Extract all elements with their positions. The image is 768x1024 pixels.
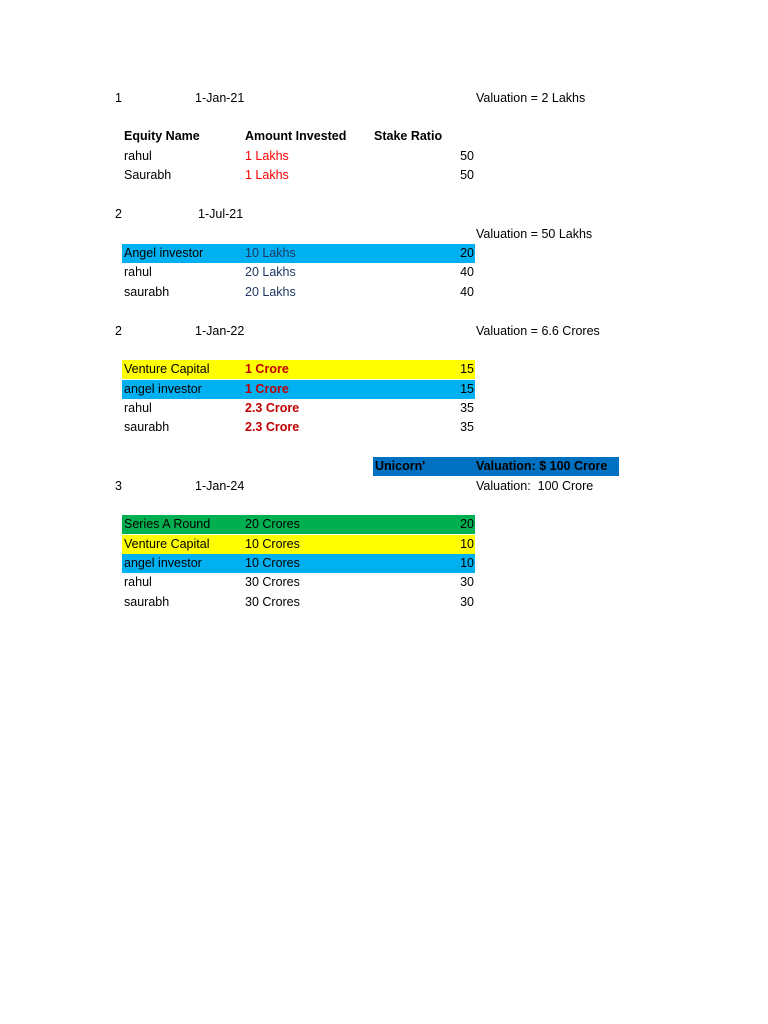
stake-ratio: 35 — [460, 420, 474, 434]
equity-name: angel investor — [124, 382, 202, 396]
round3-valuation: Valuation = 6.6 Crores — [476, 324, 600, 338]
table-row — [0, 593, 768, 612]
equity-name: saurabh — [124, 420, 170, 434]
equity-name: Angel investor — [124, 246, 204, 260]
stake-ratio: 20 — [460, 246, 474, 260]
stake-ratio: 50 — [460, 149, 474, 163]
table-row — [0, 535, 768, 554]
amount-invested: 30 Crores — [245, 595, 300, 609]
round4-date: 1-Jan-24 — [195, 479, 245, 493]
amount-invested: 1 Lakhs — [245, 149, 289, 163]
amount-invested: 20 Lakhs — [245, 285, 296, 299]
table-row — [0, 418, 768, 437]
amount-invested: 1 Crore — [245, 382, 289, 396]
equity-name: rahul — [124, 575, 152, 589]
round2-heading-row — [0, 205, 768, 224]
amount-invested: 10 Lakhs — [245, 246, 296, 260]
amount-invested: 30 Crores — [245, 575, 300, 589]
amount-invested: 2.3 Crore — [245, 401, 300, 415]
stake-ratio: 10 — [460, 556, 474, 570]
stake-ratio: 30 — [460, 595, 474, 609]
table-row — [0, 263, 768, 282]
table-row — [0, 554, 768, 573]
amount-invested: 1 Lakhs — [245, 168, 289, 182]
round2-index: 2 — [115, 207, 122, 221]
equity-name: Series A Round — [124, 517, 211, 531]
table-row — [0, 147, 768, 166]
amount-invested: 10 Crores — [245, 537, 300, 551]
unicorn-valuation: Valuation: $ 100 Crore — [476, 459, 608, 473]
stake-ratio: 30 — [460, 575, 474, 589]
equity-name-header: Equity Name — [124, 129, 200, 143]
stake-ratio: 40 — [460, 285, 474, 299]
table-row — [0, 244, 768, 263]
column-headers-row — [0, 127, 768, 146]
round3-heading-row — [0, 322, 768, 341]
amount-invested-header: Amount Invested — [245, 129, 347, 143]
amount-invested: 10 Crores — [245, 556, 300, 570]
table-row — [0, 515, 768, 534]
round4-valuation: Valuation: 100 Crore — [476, 479, 594, 493]
equity-name: Venture Capital — [124, 537, 210, 551]
round1-date: 1-Jan-21 — [195, 91, 245, 105]
equity-name: Saurabh — [124, 168, 172, 182]
stake-ratio: 15 — [460, 362, 474, 376]
table-row — [0, 166, 768, 185]
unicorn-label: Unicorn' — [375, 459, 426, 473]
round4-heading-row — [0, 477, 768, 496]
stake-ratio: 20 — [460, 517, 474, 531]
amount-invested: 1 Crore — [245, 362, 289, 376]
stake-ratio-header: Stake Ratio — [374, 129, 443, 143]
equity-name: rahul — [124, 265, 152, 279]
stake-ratio: 35 — [460, 401, 474, 415]
round3-date: 1-Jan-22 — [195, 324, 245, 338]
equity-name: rahul — [124, 401, 152, 415]
equity-name: rahul — [124, 149, 152, 163]
stake-ratio: 40 — [460, 265, 474, 279]
round2-valuation-row — [0, 225, 768, 244]
unicorn-banner-row — [0, 457, 768, 476]
table-row — [0, 573, 768, 592]
round1-valuation: Valuation = 2 Lakhs — [476, 91, 586, 105]
round2-date: 1-Jul-21 — [198, 207, 244, 221]
stake-ratio: 15 — [460, 382, 474, 396]
amount-invested: 20 Lakhs — [245, 265, 296, 279]
table-row — [0, 380, 768, 399]
equity-name: angel investor — [124, 556, 202, 570]
round3-index: 2 — [115, 324, 122, 338]
round2-valuation: Valuation = 50 Lakhs — [476, 227, 593, 241]
round1-index: 1 — [115, 91, 122, 105]
round4-index: 3 — [115, 479, 122, 493]
table-row — [0, 399, 768, 418]
equity-name: Venture Capital — [124, 362, 210, 376]
equity-name: saurabh — [124, 595, 170, 609]
table-row — [0, 360, 768, 379]
table-row — [0, 283, 768, 302]
amount-invested: 20 Crores — [245, 517, 300, 531]
amount-invested: 2.3 Crore — [245, 420, 300, 434]
round1-heading-row — [0, 89, 768, 108]
equity-name: saurabh — [124, 285, 170, 299]
stake-ratio: 10 — [460, 537, 474, 551]
stake-ratio: 50 — [460, 168, 474, 182]
